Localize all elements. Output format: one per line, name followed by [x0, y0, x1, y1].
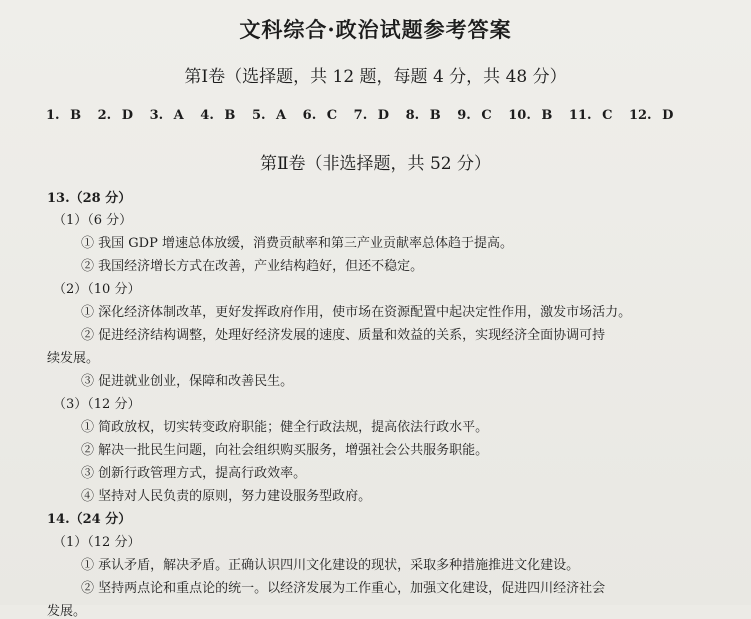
q13-part-3-point-3: ③ 创新行政管理方式，提高行政效率。 [81, 466, 307, 481]
multiple-choice-answers [46, 108, 706, 123]
q13-part-2-point-2-continued: 续发展。 [47, 351, 100, 366]
q13-part-2-heading: （2）（10 分） [53, 282, 141, 297]
q14-part-1-point-1: ① 承认矛盾，解决矛盾。正确认识四川文化建设的现状，采取多种措施推进文化建设。 [81, 558, 580, 573]
answer-item: 12. D [628, 108, 674, 123]
answer-item: 2. D [97, 108, 134, 123]
q13-part-1-point-2: ② 我国经济增长方式在改善，产业结构趋好，但还不稳定。 [81, 259, 424, 274]
q13-part-3-point-4: ④ 坚持对人民负责的原则，努力建设服务型政府。 [81, 489, 372, 504]
answer-item: 9. C [457, 108, 492, 123]
answer-item: 10. B [508, 108, 553, 123]
answer-item: 5. A [251, 108, 287, 123]
answer-item: 1. B [46, 108, 82, 123]
answer-item: 4. B [200, 108, 236, 123]
answer-item: 8. B [405, 108, 441, 123]
section-2-heading: 第Ⅱ卷（非选择题，共 52 分） [260, 154, 491, 174]
q13-part-1-heading: （1）（6 分） [53, 213, 133, 228]
q13-part-3-point-2: ② 解决一批民生问题，向社会组织购买服务，增强社会公共服务职能。 [81, 443, 489, 458]
section-1-heading: 第Ⅰ卷（选择题，共 12 题，每题 4 分，共 48 分） [184, 67, 567, 87]
q13-part-3-point-1: ① 简政放权，切实转变政府职能；健全行政法规，提高依法行政水平。 [81, 420, 489, 435]
question-14-heading: 14.（24 分） [47, 512, 132, 527]
q14-part-1-point-2: ② 坚持两点论和重点论的统一。以经济发展为工作重心，加强文化建设，促进四川经济社会 [81, 581, 606, 596]
q13-part-2-point-2: ② 促进经济结构调整，处理好经济发展的速度、质量和效益的关系，实现经济全面协调可持 [81, 328, 606, 343]
q13-part-2-point-1: ① 深化经济体制改革，更好发挥政府作用，使市场在资源配置中起决定性作用，激发市场活力。 [81, 305, 632, 320]
q13-part-3-heading: （3）（12 分） [53, 397, 141, 412]
question-13-heading: 13.（28 分） [47, 191, 132, 206]
answer-item: 3. A [149, 108, 184, 123]
document-title: 文科综合·政治试题参考答案 [239, 17, 512, 42]
q14-part-1-heading: （1）（12 分） [53, 535, 141, 550]
q13-part-2-point-3: ③ 促进就业创业，保障和改善民生。 [81, 374, 294, 389]
q13-part-1-point-1: ① 我国 GDP 增速总体放缓，消费贡献率和第三产业贡献率总体趋于提高。 [81, 236, 513, 251]
answer-item: 7. D [353, 108, 390, 123]
answer-item: 6. C [302, 108, 338, 123]
answer-item: 11. C [568, 108, 613, 123]
q14-part-1-point-2-continued: 发展。 [47, 604, 87, 619]
